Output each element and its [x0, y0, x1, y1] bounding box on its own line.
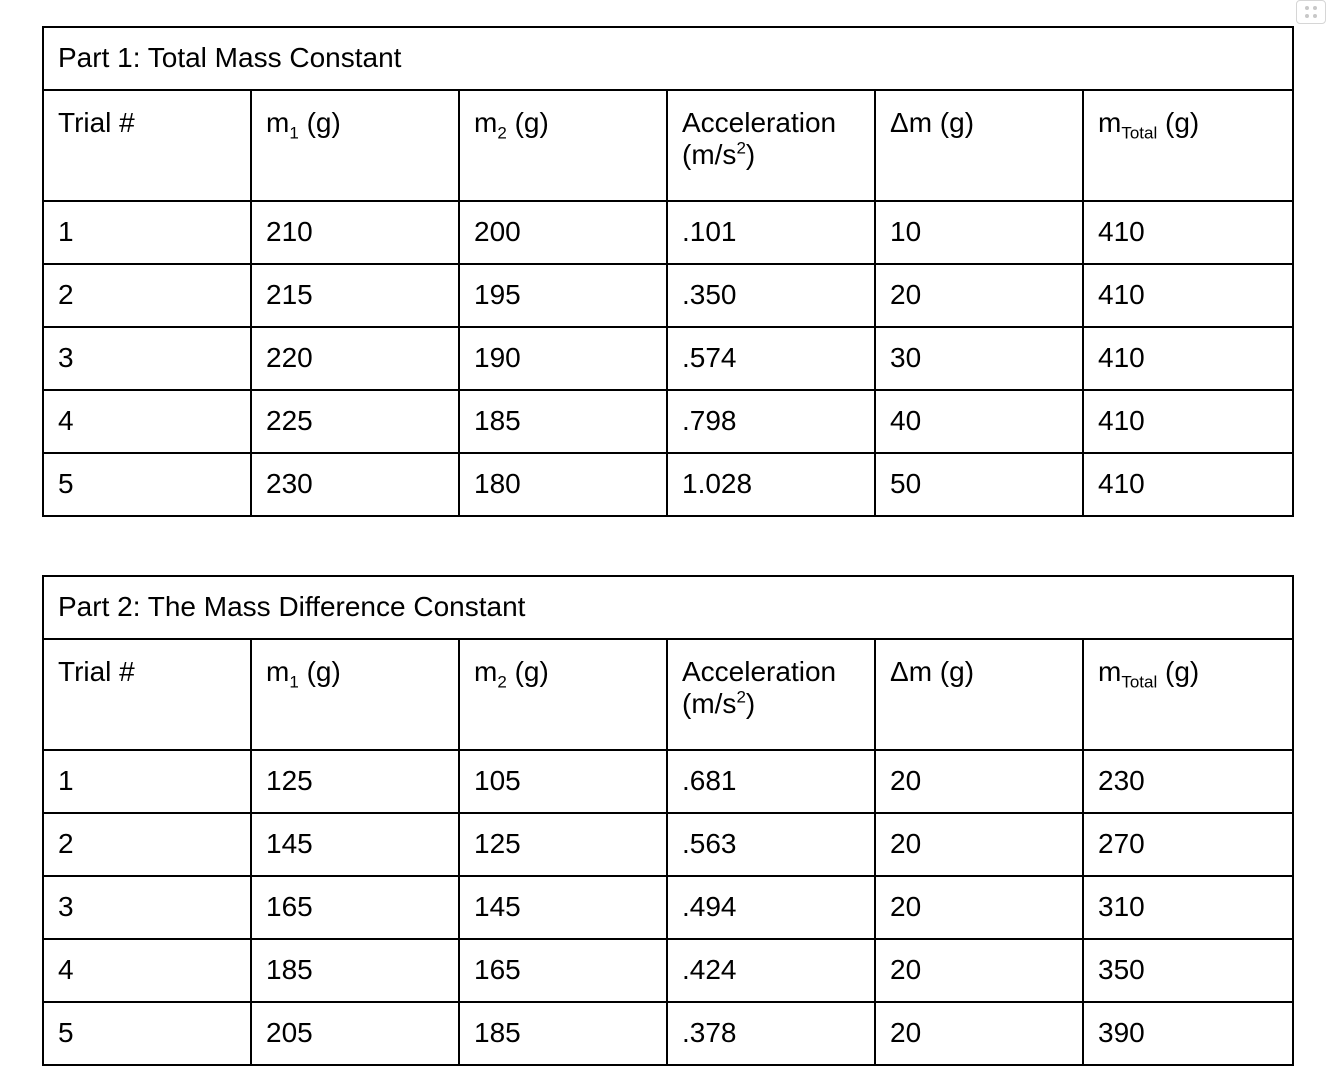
cell-trial: 4: [43, 939, 251, 1002]
cell-m-total: 410: [1083, 201, 1293, 264]
cell-trial: 2: [43, 813, 251, 876]
table-row: [43, 264, 1293, 327]
cell-m2: 125: [459, 813, 667, 876]
cell-m2: 105: [459, 750, 667, 813]
table-row: [43, 876, 1293, 939]
cell-acceleration: .101: [667, 201, 875, 264]
cell-m1: 125: [251, 750, 459, 813]
header-m-total: $m_{Total}$ (g): [1083, 90, 1293, 201]
cell-acceleration: .798: [667, 390, 875, 453]
table-header-row: [43, 639, 1293, 750]
cell-delta-m: 20: [875, 813, 1083, 876]
header-delta-m: Δm (g): [875, 639, 1083, 750]
cell-m2: 180: [459, 453, 667, 516]
cell-delta-m: 20: [875, 750, 1083, 813]
cell-m1: 165: [251, 876, 459, 939]
cell-acceleration: .378: [667, 1002, 875, 1065]
cell-delta-m: 20: [875, 876, 1083, 939]
cell-acceleration: .424: [667, 939, 875, 1002]
cell-m-total: 270: [1083, 813, 1293, 876]
table-row: [43, 327, 1293, 390]
cell-trial: 1: [43, 750, 251, 813]
cell-trial: 5: [43, 1002, 251, 1065]
cell-m-total: 390: [1083, 1002, 1293, 1065]
cell-m2: 190: [459, 327, 667, 390]
table-title: Part 1: Total Mass Constant: [43, 27, 1293, 90]
cell-trial: 3: [43, 327, 251, 390]
cell-trial: 3: [43, 876, 251, 939]
cell-m1: 205: [251, 1002, 459, 1065]
table-row: [43, 939, 1293, 1002]
cell-acceleration: .681: [667, 750, 875, 813]
part-2-table: [42, 575, 1294, 1066]
cell-trial: 5: [43, 453, 251, 516]
cell-m1: 220: [251, 327, 459, 390]
cell-m1: 145: [251, 813, 459, 876]
cell-acceleration: .494: [667, 876, 875, 939]
cell-m-total: 410: [1083, 327, 1293, 390]
cell-trial: 2: [43, 264, 251, 327]
header-m1: $m_1$ (g): [251, 90, 459, 201]
table-title-row: [43, 27, 1293, 90]
table-row: [43, 750, 1293, 813]
cell-m-total: 410: [1083, 453, 1293, 516]
cell-delta-m: 20: [875, 264, 1083, 327]
table-title-row: [43, 576, 1293, 639]
table-row: [43, 813, 1293, 876]
cell-m2: 185: [459, 1002, 667, 1065]
part-1-table: [42, 26, 1294, 517]
cell-acceleration: .350: [667, 264, 875, 327]
cell-m2: 200: [459, 201, 667, 264]
cell-m2: 185: [459, 390, 667, 453]
table-row: [43, 453, 1293, 516]
cell-m1: 230: [251, 453, 459, 516]
header-acceleration: Acceleration $(m/s^2)$: [667, 639, 875, 750]
cell-m1: 225: [251, 390, 459, 453]
cell-m1: 215: [251, 264, 459, 327]
cell-delta-m: 40: [875, 390, 1083, 453]
cell-m-total: 410: [1083, 264, 1293, 327]
header-m1: $m_1$ (g): [251, 639, 459, 750]
cell-trial: 4: [43, 390, 251, 453]
table-header-row: [43, 90, 1293, 201]
cell-m1: 185: [251, 939, 459, 1002]
cell-m-total: 310: [1083, 876, 1293, 939]
header-m2: $m_2$ (g): [459, 639, 667, 750]
cell-m-total: 230: [1083, 750, 1293, 813]
cell-acceleration: 1.028: [667, 453, 875, 516]
header-trial: Trial #: [43, 639, 251, 750]
table-row: [43, 390, 1293, 453]
cell-acceleration: .563: [667, 813, 875, 876]
cell-trial: 1: [43, 201, 251, 264]
table-row: [43, 201, 1293, 264]
cell-m2: 145: [459, 876, 667, 939]
table-title: Part 2: The Mass Difference Constant: [43, 576, 1293, 639]
cell-acceleration: .574: [667, 327, 875, 390]
cell-delta-m: 10: [875, 201, 1083, 264]
cell-delta-m: 50: [875, 453, 1083, 516]
header-m-total: $m_{Total}$ (g): [1083, 639, 1293, 750]
cell-delta-m: 20: [875, 1002, 1083, 1065]
header-m2: $m_2$ (g): [459, 90, 667, 201]
table-row: [43, 1002, 1293, 1065]
cell-m2: 165: [459, 939, 667, 1002]
cell-delta-m: 20: [875, 939, 1083, 1002]
cell-m-total: 410: [1083, 390, 1293, 453]
drag-handle-icon[interactable]: [1296, 0, 1326, 24]
cell-m2: 195: [459, 264, 667, 327]
header-trial: Trial #: [43, 90, 251, 201]
cell-delta-m: 30: [875, 327, 1083, 390]
cell-m-total: 350: [1083, 939, 1293, 1002]
header-acceleration: Acceleration $(m/s^2)$: [667, 90, 875, 201]
header-delta-m: Δm (g): [875, 90, 1083, 201]
cell-m1: 210: [251, 201, 459, 264]
